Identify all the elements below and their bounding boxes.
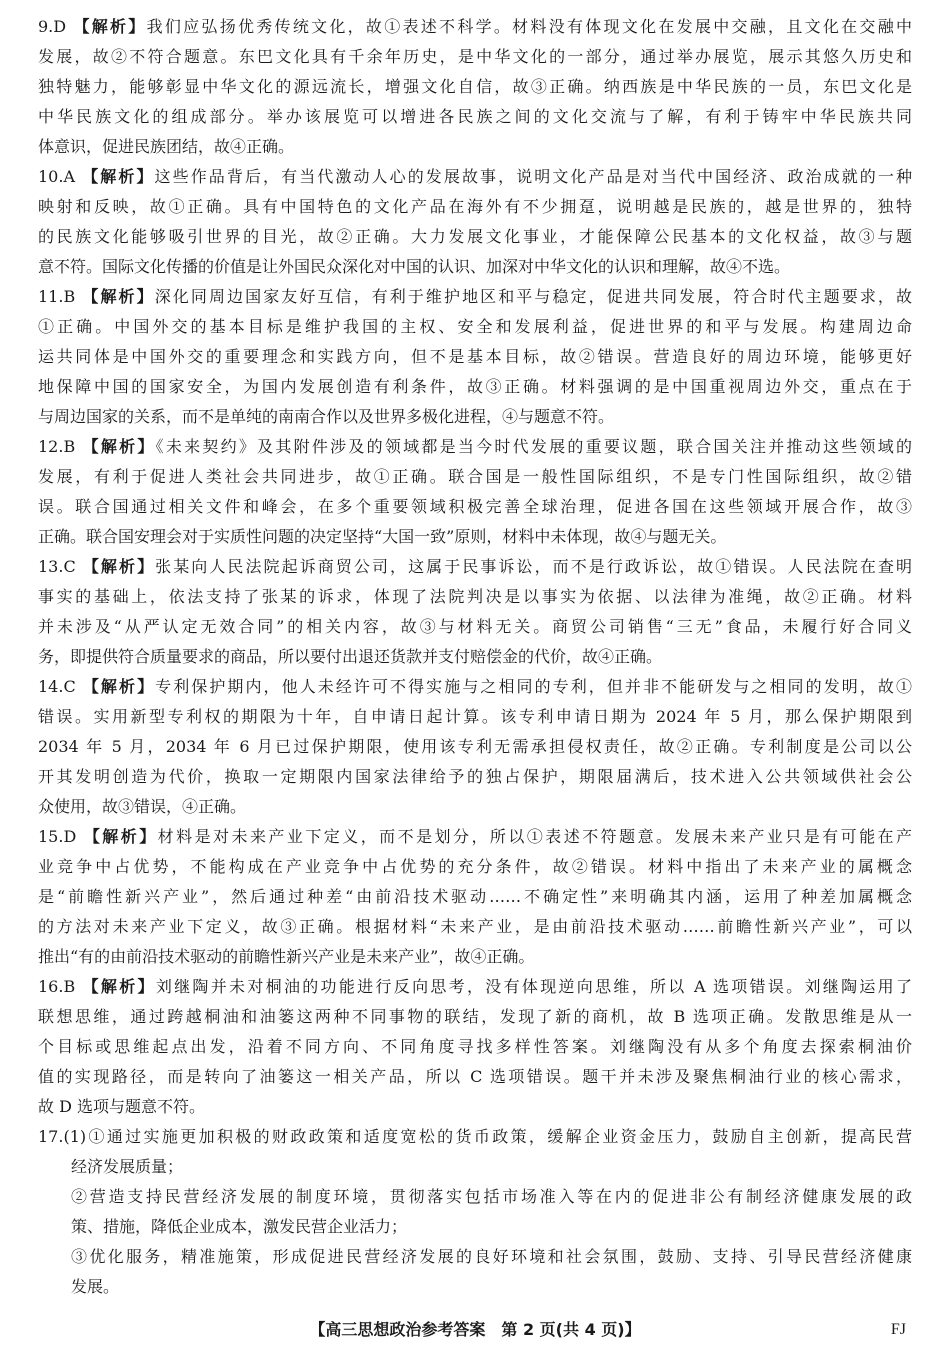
item-line xyxy=(38,282,912,312)
item-number: 11. xyxy=(38,287,64,306)
item-line xyxy=(38,972,912,1002)
item-line: 务，即提供符合质量要求的商品，所以要付出退还货款并支付赔偿金的代价，故④正确。 xyxy=(38,647,663,666)
item-line xyxy=(38,552,912,582)
answer-item-14 xyxy=(38,672,912,822)
item-line: 错误。实用新型专利权的期限为十年，自申请日起计算。该专利申请日期为 2024 年 5 月，那么保护期限到 xyxy=(38,707,912,726)
item-line: ②营造支持民营经济发展的制度环境，贯彻落实包括市场准入等在内的促进非公有制经济健康发展的政 xyxy=(71,1187,912,1206)
item-line: 误。联合国通过相关文件和峰会，在多个重要领域积极完善全球治理，促进各国在这些领域开展合作，故③ xyxy=(38,497,912,516)
item-text: 这些作品背后，有当代激动人心的发展故事，说明文化产品是对当代中国经济、政治成就的一种 xyxy=(154,167,912,186)
item-line: 业竞争中占优势，不能构成在产业竞争中占优势的充分条件，故②错误。材料中指出了未来产业的属概念 xyxy=(38,857,912,876)
item-line: 的方法对未来产业下定义，故③正确。根据材料“未来产业，是由前沿技术驱动……前瞻性新兴产业”，可以 xyxy=(38,917,912,936)
item-line xyxy=(38,672,912,702)
item-line: 体意识，促进民族团结，故④正确。 xyxy=(38,137,295,156)
item-line: 值的实现路径，而是转向了油篓这一相关产品，所以 C 选项错误。题干并未涉及聚焦桐油行业的核心需求， xyxy=(38,1067,912,1086)
item-line: 发展。 xyxy=(71,1277,120,1296)
item-line xyxy=(38,822,912,852)
item-answer: A xyxy=(63,167,76,186)
analysis-tag: 【解析】 xyxy=(82,977,156,996)
item-line: 地保障中国的国家安全，为国内发展创造有利条件，故③正确。材料强调的是中国重视周边外交，重点在于 xyxy=(38,377,912,396)
item-line: 策、措施，降低企业成本，激发民营企业活力； xyxy=(71,1217,408,1236)
item-text: (1)①通过实施更加积极的财政政策和适度宽松的货币政策，缓解企业资金压力，鼓励自主创新，提高民营 xyxy=(63,1127,912,1146)
item-number: 15. xyxy=(38,827,64,846)
item-text: 《未来契约》及其附件涉及的领域都是当今时代发展的重要议题，联合国关注并推动这些领域的 xyxy=(155,437,912,456)
item-line: 的民族文化能够吸引世界的目光，故②正确。大力发展文化事业，才能保障公民基本的文化权益，故③与题 xyxy=(38,227,912,246)
item-text: 张某向人民法院起诉商贸公司，这属于民事诉讼，而不是行政诉讼，故①错误。人民法院在查明 xyxy=(155,557,912,576)
answer-item-13 xyxy=(38,552,912,672)
answer-item-17 xyxy=(38,1122,912,1302)
item-line: 意不符。国际文化传播的价值是让外国民众深化对中国的认识、加深对中华文化的认识和理解，故④不选。 xyxy=(38,257,791,276)
item-answer: C xyxy=(63,557,76,576)
answer-item-10 xyxy=(38,162,912,282)
item-answer: B xyxy=(63,287,76,306)
item-line: 2034 年 5 月，2034 年 6 月已过保护期限，使用该专利无需承担侵权责任，故②正确。专利制度是公司以公 xyxy=(38,737,912,756)
page-footer xyxy=(0,1317,950,1343)
analysis-tag: 【解析】 xyxy=(82,167,155,186)
item-number: 10. xyxy=(38,167,64,186)
item-line: 正确。联合国安理会对于实质性问题的决定坚持“大国一致”原则，材料中未体现，故④与题无关。 xyxy=(38,527,727,546)
item-answer: B xyxy=(63,437,76,456)
item-line: 运共同体是中国外交的重要理念和实践方向，但不是基本目标，故②错误。营造良好的周边环境，能够更好 xyxy=(38,347,912,366)
item-line: 开其发明创造为代价，换取一定期限内国家法律给予的独占保护，期限届满后，技术进入公共领域供社会公 xyxy=(38,767,912,786)
item-line: 中华民族文化的组成部分。举办该展览可以增进各民族之间的文化交流与了解，有利于铸牢中华民族共同 xyxy=(38,107,912,126)
answer-document xyxy=(38,12,912,1302)
analysis-tag: 【解析】 xyxy=(82,557,156,576)
item-line: 并未涉及“从严认定无效合同”的相关内容，故③与材料无关。商贸公司销售“三无”食品，未履行好合同义 xyxy=(38,617,912,636)
item-line: 联想思维，通过跨越桐油和油篓这两种不同事物的联结，发现了新的商机，故 B 选项正确。发散思维是从一 xyxy=(38,1007,912,1026)
item-line: 是“前瞻性新兴产业”，然后通过种差“由前沿技术驱动……不确定性”来明确其内涵，运用了种差加属概念 xyxy=(38,887,912,906)
analysis-tag: 【解析】 xyxy=(82,287,155,306)
item-line xyxy=(38,432,912,462)
item-line: ①正确。中国外交的基本目标是维护我国的主权、安全和发展利益，促进世界的和平与发展。构建周边命 xyxy=(38,317,912,336)
item-line: 个目标或思维起点出发，沿着不同方向、不同角度寻找多样性答案。刘继陶没有从多个角度去探索桐油价 xyxy=(38,1037,912,1056)
item-line: 发展，故②不符合题意。东巴文化具有千余年历史，是中华文化的一部分，通过举办展览，展示其悠久历史和 xyxy=(38,47,912,66)
item-answer: C xyxy=(63,677,76,696)
item-line: 推出“有的由前沿技术驱动的前瞻性新兴产业是未来产业”，故④正确。 xyxy=(38,947,535,966)
item-answer: D xyxy=(53,17,67,36)
item-text: 深化同周边国家友好互信，有利于维护地区和平与稳定，促进共同发展，符合时代主题要求，故 xyxy=(154,287,912,306)
answer-item-11 xyxy=(38,282,912,432)
item-line: 发展，有利于促进人类社会共同进步，故①正确。联合国是一般性国际组织，不是专门性国际组织，故②错 xyxy=(38,467,912,486)
item-answer: B xyxy=(63,977,76,996)
footer-title: 【高三思想政治参考答案 第 2 页(共 4 页)】 xyxy=(309,1320,641,1339)
item-number: 9. xyxy=(38,17,54,36)
item-text: 我们应弘扬优秀传统文化，故①表述不科学。材料没有体现文化在发展中交融，且文化在交融中 xyxy=(146,17,912,36)
item-line: 事实的基础上，依法支持了张某的诉求，体现了法院判决是以事实为依据、以法律为准绳，故②正确。材料 xyxy=(38,587,912,606)
item-number: 14. xyxy=(38,677,64,696)
item-number: 17. xyxy=(38,1127,64,1146)
item-line: 独特魅力，能够彰显中华文化的源远流长，增强文化自信，故③正确。纳西族是中华民族的一员，东巴文化是 xyxy=(38,77,912,96)
item-line xyxy=(38,162,912,192)
item-line: 与周边国家的关系，而不是单纯的南南合作以及世界多极化进程，④与题意不符。 xyxy=(38,407,615,426)
item-line: ③优化服务，精准施策，形成促进民营经济发展的良好环境和社会氛围，鼓励、支持、引导民营经济健康 xyxy=(71,1247,912,1266)
answer-item-16 xyxy=(38,972,912,1122)
item-text: 材料是对未来产业下定义，而不是划分，所以①表述不符题意。发展未来产业只是有可能在产 xyxy=(157,827,912,846)
analysis-tag: 【解析】 xyxy=(73,17,147,36)
analysis-tag: 【解析】 xyxy=(82,677,156,696)
answer-item-9 xyxy=(38,12,912,162)
item-text: 刘继陶并未对桐油的功能进行反向思考，没有体现逆向思维，所以 A 选项错误。刘继陶运用了 xyxy=(155,977,912,996)
footer-code: FJ xyxy=(890,1321,906,1338)
answer-item-12 xyxy=(38,432,912,552)
item-line: 映射和反映，故①正确。具有中国特色的文化产品在海外有不少拥趸，说明越是民族的，越是世界的，独特 xyxy=(38,197,912,216)
item-line xyxy=(38,12,912,42)
item-text: 专利保护期内，他人未经许可不得实施与之相同的专利，但并非不能研发与之相同的发明，故① xyxy=(155,677,912,696)
item-number: 16. xyxy=(38,977,64,996)
item-line: 故 D 选项与题意不符。 xyxy=(38,1097,206,1116)
analysis-tag: 【解析】 xyxy=(82,437,156,456)
analysis-tag: 【解析】 xyxy=(83,827,158,846)
item-line: 经济发展质量； xyxy=(71,1157,184,1176)
item-line: 众使用，故③错误，④正确。 xyxy=(38,797,247,816)
item-line xyxy=(38,1122,912,1152)
item-number: 13. xyxy=(38,557,64,576)
answer-item-15 xyxy=(38,822,912,972)
item-number: 12. xyxy=(38,437,64,456)
item-answer: D xyxy=(63,827,77,846)
